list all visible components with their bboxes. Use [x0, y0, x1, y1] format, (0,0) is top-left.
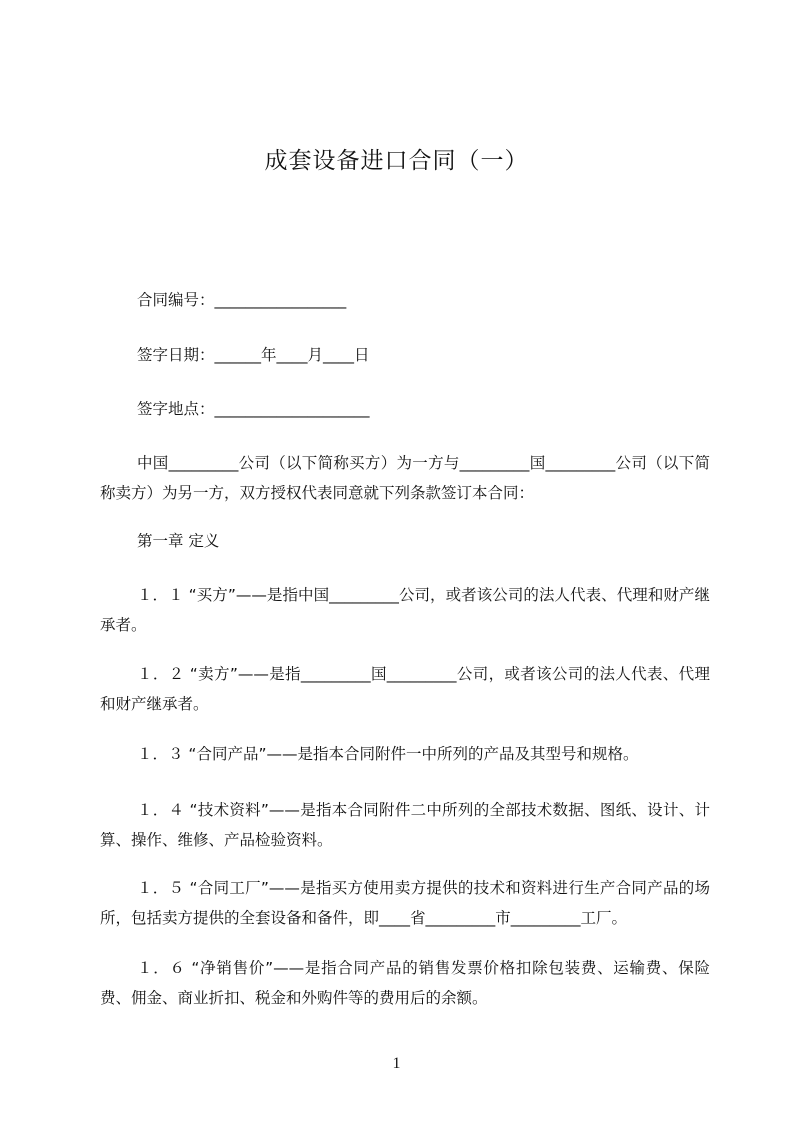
clause-1-1: １．１ “买方”——是指中国_________公司，或者该公司的法人代表、代理和财产继承者。 [100, 586, 710, 634]
clause-1-4: １．４ “技术资料”——是指本合同附件二中所列的全部技术数据、图纸、设计、计算、操作、维修、产品检验资料。 [100, 801, 710, 849]
clause-1-3: １．３ “合同产品”——是指本合同附件一中所列的产品及其型号和规格。 [137, 745, 639, 763]
document-title: 成套设备进口合同（一） [264, 148, 529, 174]
clause-1-6: １．６ “净销售价”——是指合同产品的销售发票价格扣除包装费、运输费、保险费、佣金、商业折扣、税金和外购件等的费用后的余额。 [100, 959, 710, 1007]
contract-number-field: 合同编号：_________________ [137, 291, 347, 309]
page-number: 1 [392, 1055, 401, 1072]
chapter-heading: 第一章 定义 [137, 532, 220, 550]
signing-date-field: 签字日期：______年____月____日 [137, 346, 370, 364]
intro-paragraph: 中国_________公司（以下简称买方）为一方与_________国_________公司（以下简称卖方）为另一方，双方授权代表同意就下列条款签订本合同： [100, 454, 710, 502]
clause-1-2: １．２ “卖方”——是指_________国_________公司，或者该公司的法人代表、代理和财产继承者。 [100, 665, 710, 713]
clause-1-5: １．５ “合同工厂”——是指买方使用卖方提供的技术和资料进行生产合同产品的场所，包括卖方提供的全套设备和备件，即____省_________市_________工厂。 [100, 879, 710, 927]
signing-place-field: 签字地点：____________________ [137, 400, 370, 418]
